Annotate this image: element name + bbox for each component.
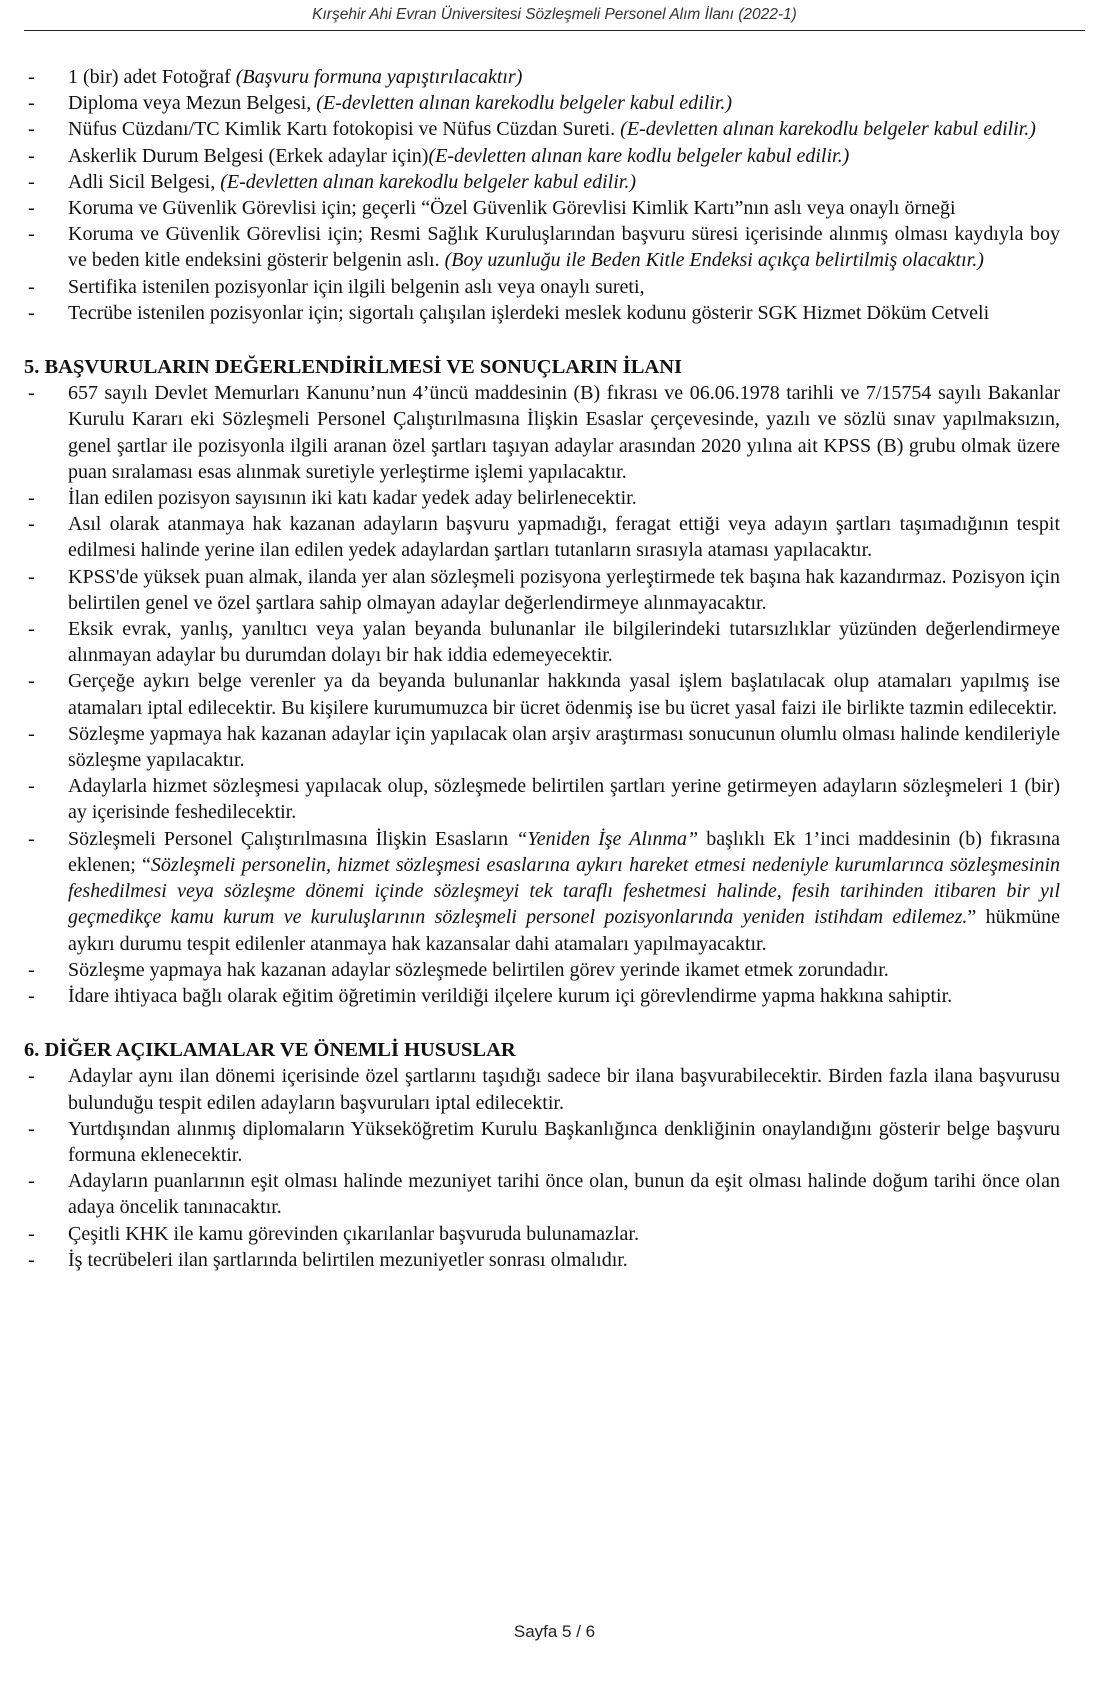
section-6-list xyxy=(24,1063,1060,1273)
list-item: - Sözleşme yapmaya hak kazanan adaylar için yapılacak olan arşiv araştırması sonucunun olumlu olması halinde kendileriyle sözleşme yapılacaktır. xyxy=(24,721,1060,773)
list-item: - Nüfus Cüzdanı/TC Kimlik Kartı fotokopisi ve Nüfus Cüzdan Sureti. (E-devletten alınan karekodlu belgeler kabul edilir.) xyxy=(24,116,1060,142)
list-item: - Adli Sicil Belgesi, (E-devletten alınan karekodlu belgeler kabul edilir.) xyxy=(24,169,1060,195)
document-body xyxy=(24,64,1060,1273)
page-number: Sayfa 5 / 6 xyxy=(513,1622,596,1641)
list-item: - İş tecrübeleri ilan şartlarında belirtilen mezuniyetler sonrası olmalıdır. xyxy=(24,1247,1060,1273)
list-item: - Sözleşmeli Personel Çalıştırılmasına İlişkin Esasların “Yeniden İşe Alınma” başlıklı Ek 1’inci maddesinin (b) fıkrasına eklenen; “Sözleşmeli personelin, hizmet sözleşmesi esaslarına aykırı hareket etmesi nedeniyle kurumlarınca sözleşmesinin feshedilmesi veya sözleşme dönemi içinde sözleşmeyi tek taraflı feshetmesi halinde, fesih tarihinden itibaren bir yıl geçmedikçe kamu kurum ve kuruluşlarının sözleşmeli personel pozisyonlarında yeniden istihdam edilemez.” hükmüne aykırı durumu tespit edilenler atanmaya hak kazansalar dahi atamaları yapılmayacaktır. xyxy=(24,826,1060,957)
list-item: - 1 (bir) adet Fotoğraf (Başvuru formuna yapıştırılacaktır) xyxy=(24,64,1060,90)
list-item: - Koruma ve Güvenlik Görevlisi için; Resmi Sağlık Kuruluşlarından başvuru süresi içerisinde alınmış olması kaydıyla boy ve beden kitle endeksini gösterir belgenin aslı. (Boy uzunluğu ile Beden Kitle Endeksi açıkça belirtilmiş olacaktır.) xyxy=(24,221,1060,273)
section-5-list xyxy=(24,380,1060,1009)
section-6-heading: 6. DİĞER AÇIKLAMALAR VE ÖNEMLİ HUSUSLAR xyxy=(24,1039,516,1062)
list-item: - 657 sayılı Devlet Memurları Kanunu’nun 4’üncü maddesinin (B) fıkrası ve 06.06.1978 tarihli ve 7/15754 sayılı Bakanlar Kurulu Kararı eki Sözleşmeli Personel Çalıştırılmasına İlişkin Esaslar çerçevesinde, yazılı ve sözlü sınav yapılmaksızın, genel şartlar ile pozisyonla ilgili aranan özel şartları taşıyan adaylar arasından 2020 yılına ait KPSS (B) grubu olmak üzere puan sıralaması esas alınmak suretiyle yerleştirme işlemi yapılacaktır. xyxy=(24,380,1060,485)
list-item: - Koruma ve Güvenlik Görevlisi için; geçerli “Özel Güvenlik Görevlisi Kimlik Kartı”nın aslı veya onaylı örneği xyxy=(24,195,1060,221)
list-item: - İlan edilen pozisyon sayısının iki katı kadar yedek aday belirlenecektir. xyxy=(24,485,1060,511)
list-item: - İdare ihtiyaca bağlı olarak eğitim öğretimin verildiği ilçelere kurum içi görevlendirme yapma hakkına sahiptir. xyxy=(24,983,1060,1009)
list-item: - Adayların puanlarının eşit olması halinde mezuniyet tarihi önce olan, bunun da eşit olması halinde doğum tarihi önce olan adaya öncelik tanınacaktır. xyxy=(24,1168,1060,1220)
list-item: - Askerlik Durum Belgesi (Erkek adaylar için)(E-devletten alınan kare kodlu belgeler kabul edilir.) xyxy=(24,143,1060,169)
list-item: - Diploma veya Mezun Belgesi, (E-devletten alınan karekodlu belgeler kabul edilir.) xyxy=(24,90,1060,116)
required-documents-list xyxy=(24,64,1060,326)
list-item: - Tecrübe istenilen pozisyonlar için; sigortalı çalışılan işlerdeki meslek kodunu gösterir SGK Hizmet Döküm Cetveli xyxy=(24,300,1060,326)
list-item: - Yurtdışından alınmış diplomaların Yükseköğretim Kurulu Başkanlığınca denkliğinin onaylandığını gösterir belge başvuru formuna eklenecektir. xyxy=(24,1116,1060,1168)
list-item: - KPSS'de yüksek puan almak, ilanda yer alan sözleşmeli pozisyona yerleştirmede tek başına hak kazandırmaz. Pozisyon için belirtilen genel ve özel şartlara sahip olmayan adaylar değerlendirmeye alınmayacaktır. xyxy=(24,564,1060,616)
list-item: - Adaylar aynı ilan dönemi içerisinde özel şartlarını taşıdığı sadece bir ilana başvurabilecektir. Birden fazla ilana başvurusu bulunduğu tespit edilen adayların başvuruları iptal edilecektir. xyxy=(24,1063,1060,1115)
list-item: - Çeşitli KHK ile kamu görevinden çıkarılanlar başvuruda bulunamazlar. xyxy=(24,1221,1060,1247)
page-header: Kırşehir Ahi Evran Üniversitesi Sözleşmeli Personel Alım İlanı (2022-1) xyxy=(24,6,1085,31)
section-5-heading: 5. BAŞVURULARIN DEĞERLENDİRİLMESİ VE SONUÇLARIN İLANI xyxy=(24,356,683,379)
list-item: - Eksik evrak, yanlış, yanıltıcı veya yalan beyanda bulunanlar ile bilgilerindeki tutarsızlıklar yüzünden değerlendirmeye alınmayan adaylar bu durumdan dolayı bir hak iddia edemeyecektir. xyxy=(24,616,1060,668)
list-item: - Asıl olarak atanmaya hak kazanan adayların başvuru yapmadığı, feragat ettiği veya adayın şartları taşımadığının tespit edilmesi halinde yerine ilan edilen yedek adaylardan şartları tutanların sırasıyla ataması yapılacaktır. xyxy=(24,511,1060,563)
list-item: - Gerçeğe aykırı belge verenler ya da beyanda bulunanlar hakkında yasal işlem başlatılacak olup atamaları yapılmış ise atamaları iptal edilecektir. Bu kişilere kurumumuzca bir ücret ödenmiş ise bu ücret yasal faizi ile birlikte tazmin edilecektir. xyxy=(24,668,1060,720)
list-item: - Adaylarla hizmet sözleşmesi yapılacak olup, sözleşmede belirtilen şartları yerine getirmeyen adayların sözleşmeleri 1 (bir) ay içerisinde feshedilecektir. xyxy=(24,773,1060,825)
list-item: - Sözleşme yapmaya hak kazanan adaylar sözleşmede belirtilen görev yerinde ikamet etmek zorundadır. xyxy=(24,957,1060,983)
list-item: - Sertifika istenilen pozisyonlar için ilgili belgenin aslı veya onaylı sureti, xyxy=(24,274,1060,300)
